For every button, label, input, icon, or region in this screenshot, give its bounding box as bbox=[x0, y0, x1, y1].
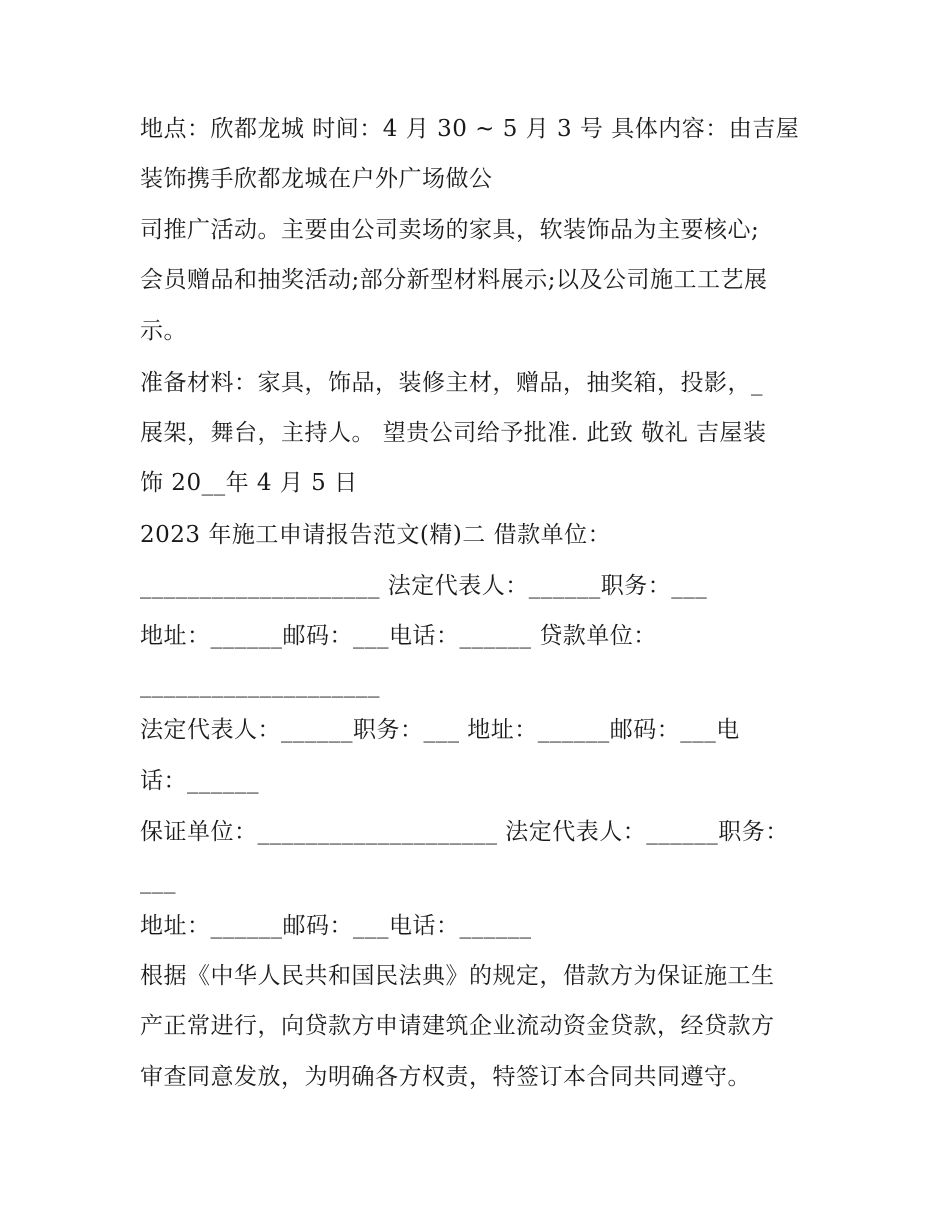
text-line: 保证单位：____________________ 法定代表人：______职务： bbox=[140, 819, 789, 845]
text-line: 法定代表人：______职务：___ 地址：______邮码：___电 bbox=[140, 717, 740, 743]
text-line: 示。 bbox=[140, 318, 187, 344]
text-line: 地点：欣都龙城 时间：4 月 30 ~ 5 月 3 号 具体内容：由吉屋 bbox=[140, 116, 800, 142]
text-line: 审查同意发放，为明确各方权责，特签订本合同共同遵守。 bbox=[140, 1064, 751, 1090]
text-line: 根据《中华人民共和国民法典》的规定，借款方为保证施工生 bbox=[140, 963, 775, 989]
text-line: 展架，舞台，主持人。 望贵公司给予批准. 此致 敬礼 吉屋装 bbox=[140, 420, 767, 446]
text-line: 准备材料：家具，饰品，装修主材，赠品，抽奖箱，投影，_ bbox=[140, 370, 763, 396]
text-line: 装饰携手欣都龙城在户外广场做公 bbox=[140, 166, 493, 192]
section-heading: 2023 年施工申请报告范文(精)二 借款单位： bbox=[140, 522, 612, 548]
text-line: 地址：______邮码：___电话：______ 贷款单位： bbox=[140, 623, 657, 649]
text-line: ____________________ 法定代表人：______职务：___ bbox=[140, 573, 708, 599]
text-line: ___ bbox=[140, 868, 176, 894]
text-line: 地址：______邮码：___电话：______ bbox=[140, 913, 532, 939]
text-line: 饰 20__年 4 月 5 日 bbox=[140, 470, 358, 496]
text-line: 话：______ bbox=[140, 768, 259, 794]
text-line: 司推广活动。主要由公司卖场的家具，软装饰品为主要核心; bbox=[140, 217, 760, 243]
text-line: 产正常进行，向贷款方申请建筑企业流动资金贷款，经贷款方 bbox=[140, 1013, 775, 1039]
text-line: ____________________ bbox=[140, 672, 380, 698]
text-line: 会员赠品和抽奖活动;部分新型材料展示;以及公司施工工艺展 bbox=[140, 267, 768, 293]
